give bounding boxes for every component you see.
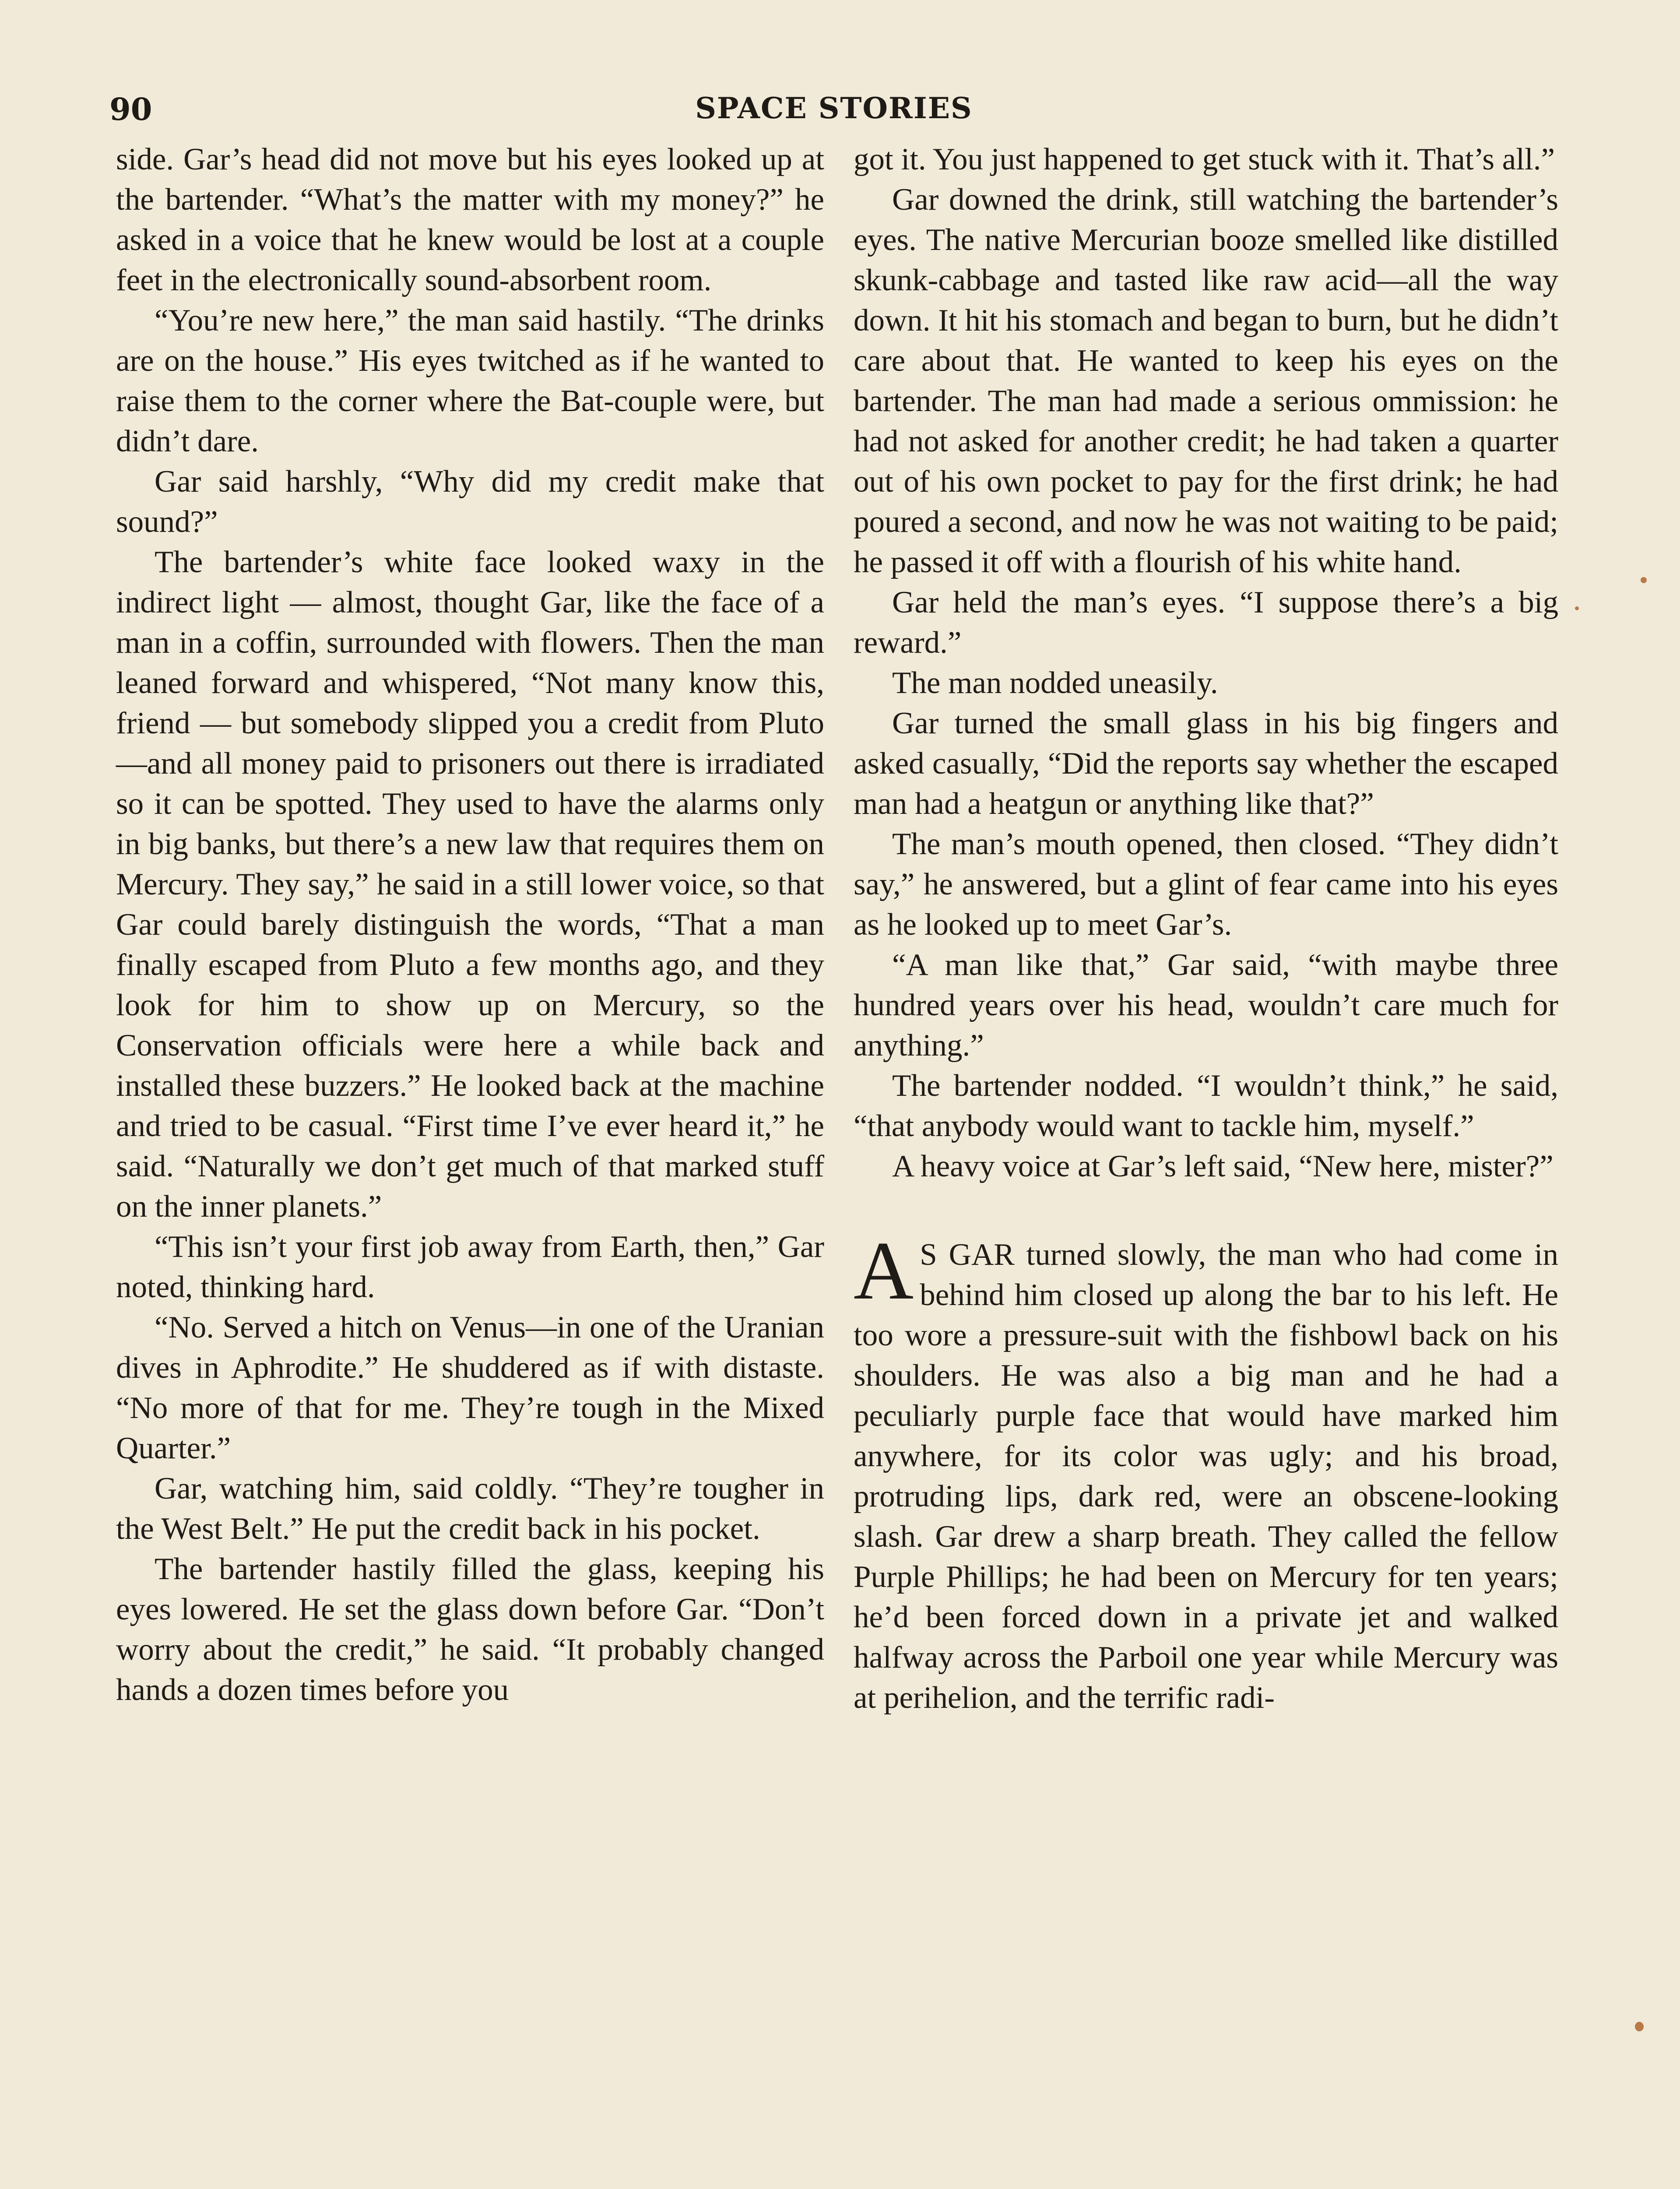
paragraph: The man’s mouth opened, then closed. “They didn’t say,” he answered, but a glint of fear came into his eyes as he looked up to meet Gar’s. — [854, 827, 1558, 942]
paragraph: Gar said harshly, “Why did my credit make that sound?” — [116, 465, 824, 539]
drop-cap: A — [854, 1225, 914, 1317]
paragraph: “No. Served a hitch on Venus—in one of the Uranian dives in Aphrodite.” He shuddered as if with distaste. “No more of that for me. They’re tough in the Mixed Quarter.” — [116, 1310, 824, 1465]
section-start-paragraph — [854, 1225, 1558, 1718]
paragraph: got it. You just happened to get stuck with it. That’s all.” — [854, 142, 1555, 176]
paragraph: The bartender’s white face looked waxy in the indirect light — almost, thought Gar, like the face of a man in a coffin, surrounded with flowers. Then the man leaned forward and whispered, “Not many know this, friend — but somebody slipped you a credit from Pluto—and all money paid to prisoners out there is irradiated so it can be spotted. They used to have the alarms only in big banks, but there’s a new law that requires them on Mercury. They say,” he said in a still lower voice, so that Gar could barely distinguish the words, “That a man finally escaped from Pluto a few months ago, and they look for him to show up on Mercury, so the Conservation officials were here a while back and installed these buzzers.” He looked back at the machine and tried to be casual. “First time I’ve ever heard it,” he said. “Naturally we don’t get much of that marked stuff on the inner planets.” — [116, 545, 824, 1224]
paragraph: “This isn’t your first job away from Earth, then,” Gar noted, thinking hard. — [116, 1230, 824, 1304]
paragraph: A heavy voice at Gar’s left said, “New here, mister?” — [892, 1149, 1553, 1183]
paragraph: The bartender nodded. “I wouldn’t think,” he said, “that anybody would want to tackle him, myself.” — [854, 1069, 1558, 1143]
paragraph: Gar, watching him, said coldly. “They’re tougher in the West Belt.” He put the credit back in his pocket. — [116, 1471, 824, 1546]
paragraph: Gar turned the small glass in his big fingers and asked casually, “Did the reports say whether the escaped man had a heatgun or anything like that?” — [854, 706, 1558, 821]
magazine-title: SPACE STORIES — [695, 91, 973, 125]
running-head — [109, 91, 1558, 139]
right-text-column — [854, 139, 1558, 1718]
paragraph: The bartender hastily filled the glass, keeping his eyes lowered. He set the glass down before Gar. “Don’t worry about the credit,” he said. “It probably changed hands a dozen times before you — [116, 1552, 824, 1707]
paper-speck — [1641, 577, 1647, 583]
paragraph: Gar downed the drink, still watching the bartender’s eyes. The native Mercurian booze smelled like distilled skunk-cabbage and tasted like raw acid—all the way down. It hit his stomach and began to burn, but he didn’t care about that. He wanted to keep his eyes on the bartender. The man had made a serious ommission: he had not asked for another credit; he had taken a quarter out of his own pocket to pay for the first drink; he had poured a second, and now he was not waiting to be paid; he passed it off with a flourish of his white hand. — [854, 183, 1558, 579]
paragraph: The man nodded uneasily. — [892, 666, 1218, 700]
page-number: 90 — [109, 91, 152, 127]
section-text: S GAR turned slowly, the man who had come in behind him closed up along the bar to his left. He too wore a pressure-suit with the fishbowl back on his shoulders. He was also a big man and he had a peculiarly purple face that would have marked him anywhere, for its color was ugly; and his broad, protruding lips, dark red, were an obscene-looking slash. Gar drew a sharp breath. They called the fellow Purple Phillips; he had been on Mercury for ten years; he’d been forced down in a private jet and walked halfway across the Parboil one year while Mercury was at perihelion, and the terrific radi- — [854, 1238, 1558, 1715]
paper-speck — [1635, 2022, 1644, 2031]
left-text-column — [116, 139, 824, 1710]
paragraph: “A man like that,” Gar said, “with maybe three hundred years over his head, wouldn’t care much for anything.” — [854, 948, 1558, 1063]
paragraph: side. Gar’s head did not move but his eyes looked up at the bartender. “What’s the matter with my money?” he asked in a voice that he knew would be lost at a couple feet in the electronically sound-absorbent room. — [116, 142, 824, 297]
paragraph: “You’re new here,” the man said hastily. “The drinks are on the house.” His eyes twitched as if he wanted to raise them to the corner where the Bat-couple were, but didn’t dare. — [116, 303, 824, 458]
paragraph: Gar held the man’s eyes. “I suppose there’s a big reward.” — [854, 585, 1558, 660]
paper-speck — [1575, 606, 1579, 610]
